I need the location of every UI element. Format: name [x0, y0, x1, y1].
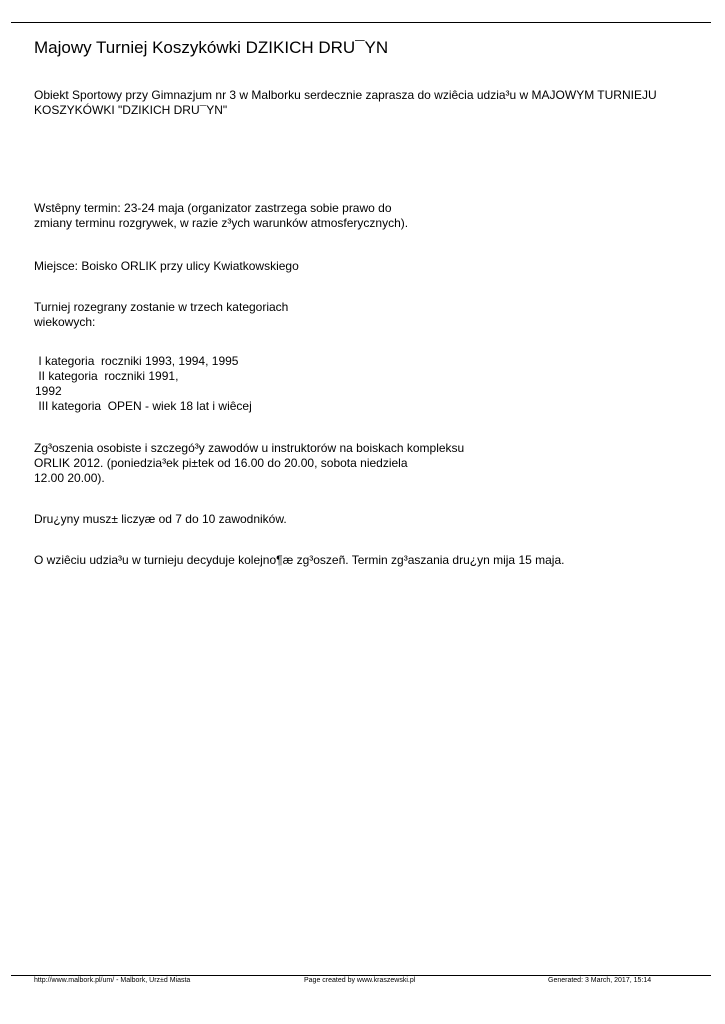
- signup-line: 12.00 20.00).: [34, 471, 105, 485]
- signup-line: ORLIK 2012. (poniedzia³ek pi±tek od 16.00 do 20.00, sobota niedziela: [34, 456, 408, 470]
- categories-intro-paragraph: [34, 300, 288, 330]
- term-line: zmiany terminu rozgrywek, w razie z³ych warunków atmosferycznych).: [34, 216, 409, 230]
- footer-divider: [11, 975, 711, 976]
- place-paragraph: [34, 259, 299, 274]
- categories-list: [35, 354, 252, 414]
- intro-line: KOSZYKÓWKI "DZIKICH DRU¯YN": [34, 103, 228, 117]
- category-line: III kategoria OPEN - wiek 18 lat i wiêcej: [35, 399, 252, 413]
- team-size-paragraph: [34, 512, 287, 527]
- term-line: Wstêpny termin: 23-24 maja (organizator zastrzega sobie prawo do: [34, 201, 392, 215]
- categories-intro-line: wiekowych:: [34, 315, 96, 329]
- categories-intro-line: Turniej rozegrany zostanie w trzech kategoriach: [34, 300, 289, 314]
- intro-paragraph: [34, 88, 657, 118]
- category-line: II kategoria roczniki 1991,: [35, 369, 179, 383]
- page-title: Majowy Turniej Koszykówki DZIKICH DRU¯YN: [34, 38, 389, 57]
- order-paragraph: [34, 553, 564, 568]
- place-line: Miejsce: Boisko ORLIK przy ulicy Kwiatkowskiego: [34, 259, 299, 273]
- footer-credit: Page created by www.kraszewski.pl: [304, 977, 416, 984]
- category-line: I kategoria roczniki 1993, 1994, 1995: [35, 354, 239, 368]
- header-divider: [11, 22, 711, 23]
- footer-generated: Generated: 3 March, 2017, 15:14: [548, 977, 652, 984]
- footer-source-link[interactable]: http://www.malbork.pl/um/ - Malbork, Urz±d Miasta: [34, 977, 191, 984]
- category-line: 1992: [35, 384, 62, 398]
- team-size-line: Dru¿yny musz± liczyæ od 7 do 10 zawodników.: [34, 512, 287, 526]
- term-paragraph: [34, 201, 408, 231]
- signup-line: Zg³oszenia osobiste i szczegó³y zawodów u instruktorów na boiskach kompleksu: [34, 441, 465, 455]
- signup-paragraph: [34, 441, 464, 486]
- order-line: O wziêciu udzia³u w turnieju decyduje kolejno¶æ zg³oszeñ. Termin zg³aszania dru¿yn mija 15 maja.: [34, 553, 565, 567]
- intro-line: Obiekt Sportowy przy Gimnazjum nr 3 w Malborku serdecznie zaprasza do wziêcia udzia³u w MAJOWYM TURNIEJU: [34, 88, 657, 102]
